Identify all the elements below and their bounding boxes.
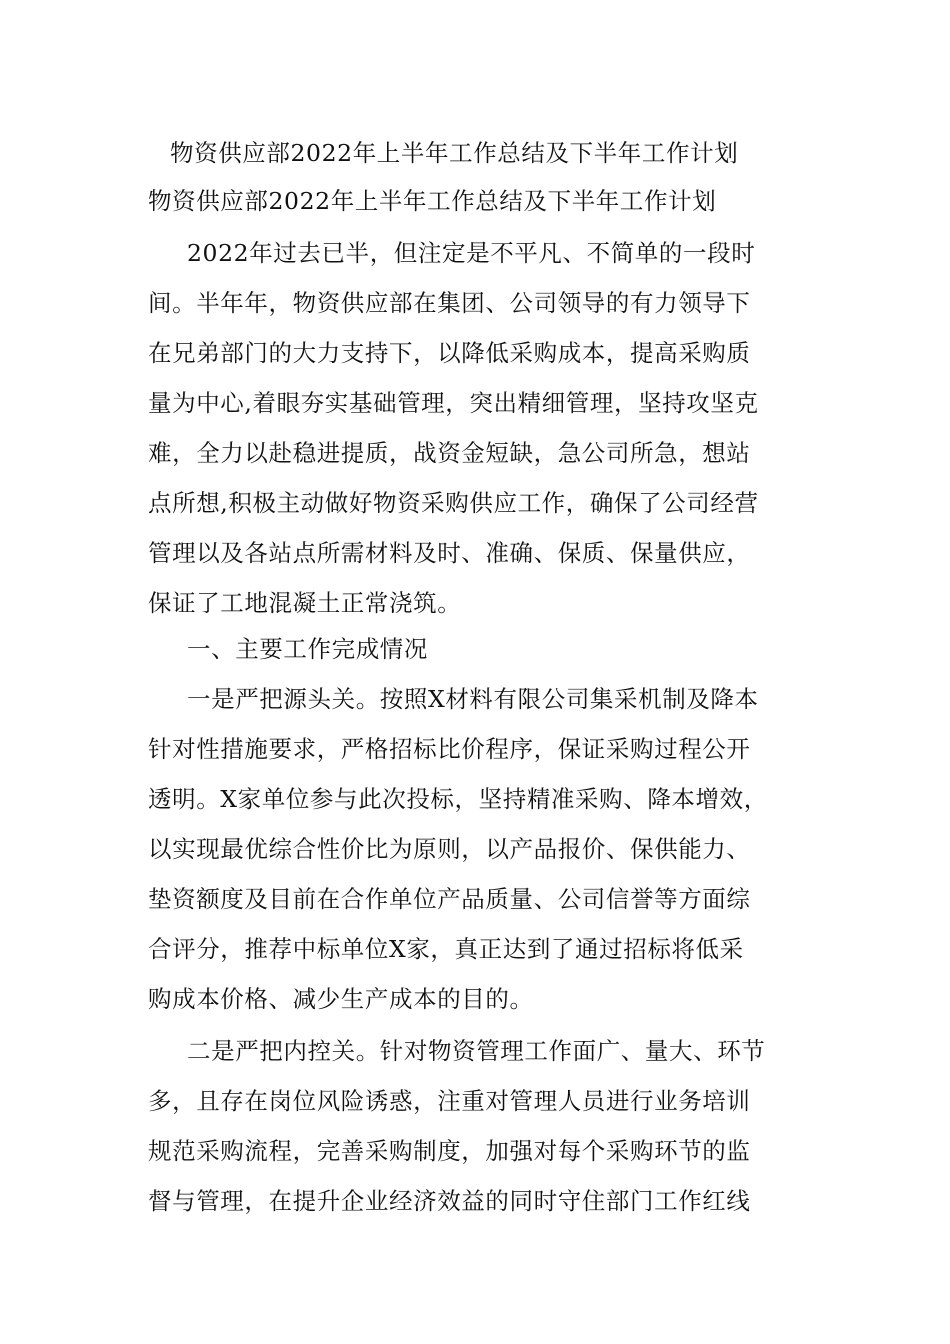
paragraph-line: 在兄弟部门的大力支持下，以降低采购成本，提高采购质 — [148, 339, 751, 367]
paragraph-line: 保证了工地混凝土正常浇筑。 — [148, 589, 462, 617]
document-title-repeat: 物资供应部2022年上半年工作总结及下半年工作计划 — [148, 187, 717, 215]
section-heading: 一、主要工作完成情况 — [187, 635, 428, 663]
paragraph-line: 透明。X家单位参与此次投标，坚持精准采购、降本增效， — [148, 785, 768, 813]
paragraph-line: 督与管理，在提升企业经济效益的同时守住部门工作红线 — [148, 1187, 751, 1215]
document-title: 物资供应部2022年上半年工作总结及下半年工作计划 — [170, 139, 739, 167]
paragraph-line: 二是严把内控关。针对物资管理工作面广、量大、环节 — [187, 1037, 766, 1065]
paragraph-line: 2022年过去已半，但注定是不平凡、不简单的一段时 — [187, 239, 756, 267]
paragraph-line: 垫资额度及目前在合作单位产品质量、公司信誉等方面综 — [148, 885, 751, 913]
paragraph-line: 量为中心,着眼夯实基础管理，突出精细管理，坚持攻坚克 — [148, 389, 759, 417]
paragraph-line: 针对性措施要求，严格招标比价程序，保证采购过程公开 — [148, 735, 751, 763]
paragraph-line: 难，全力以赴稳进提质，战资金短缺，急公司所急，想站 — [148, 439, 751, 467]
paragraph-line: 规范采购流程，完善采购制度，加强对每个采购环节的监 — [148, 1137, 751, 1165]
paragraph-line: 管理以及各站点所需材料及时、准确、保质、保量供应， — [148, 539, 751, 567]
paragraph-line: 合评分，推荐中标单位X家，真正达到了通过招标将低采 — [148, 935, 744, 963]
paragraph-line: 一是严把源头关。按照X材料有限公司集采机制及降本 — [187, 685, 759, 713]
paragraph-line: 以实现最优综合性价比为原则，以产品报价、保供能力、 — [148, 835, 751, 863]
paragraph-line: 间。半年年，物资供应部在集团、公司领导的有力领导下 — [148, 289, 751, 317]
paragraph-line: 点所想,积极主动做好物资采购供应工作，确保了公司经营 — [148, 489, 759, 517]
paragraph-line: 多，且存在岗位风险诱惑，注重对管理人员进行业务培训 — [148, 1087, 751, 1115]
paragraph-line: 购成本价格、减少生产成本的目的。 — [148, 985, 534, 1013]
